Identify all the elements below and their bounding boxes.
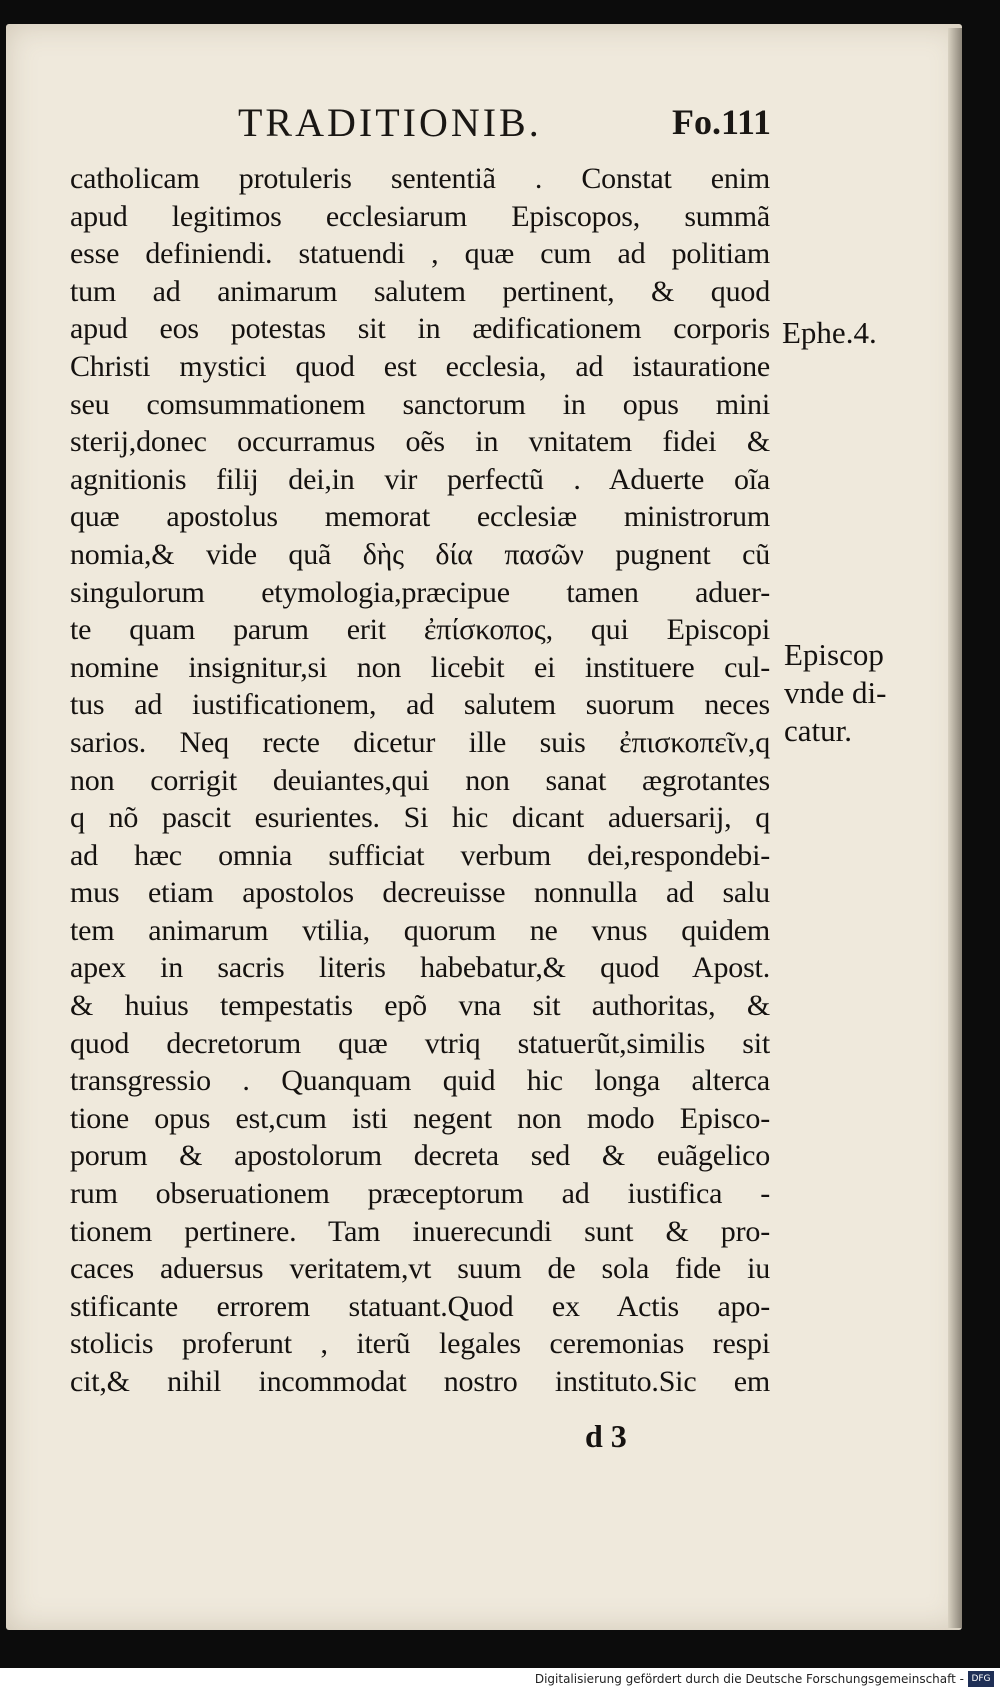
text-line: tione opus est,cum isti negent non modo Episco- [70,1101,770,1135]
text-line: tus ad iustificationem, ad salutem suorum neces [70,688,770,722]
margin-note-episcop [784,636,886,750]
text-line: nomine insignitur,si non licebit ei instituere cul- [70,650,770,684]
text-line: quod decretorum quæ vtriq statuerũt,similis sit [70,1026,770,1060]
text-line: porum & apostolorum decreta sed & euãgelico [70,1139,770,1173]
text-line: q nõ pascit esurientes. Si hic dicant aduersarij, q [70,801,770,835]
text-line: tionem pertinere. Tam inuerecundi sunt & pro- [70,1214,770,1248]
text-line: singulorum etymologia,præcipue tamen aduer- [70,575,770,609]
text-line: ad hæc omnia sufficiat verbum dei,respondebi- [70,838,770,872]
text-line: mus etiam apostolos decreuisse nonnulla ad salu [70,876,770,910]
text-line: sarios. Neq recte dicetur ille suis ἐπισκοπεῖν,q [70,725,770,759]
text-line: agnitionis filij dei,in vir perfectũ . Aduerte oĩa [70,462,770,496]
text-line: transgressio . Quanquam quid hic longa alterca [70,1064,770,1098]
text-line: nomia,& vide quã δὴς δία πασῶν pugnent cũ [70,537,770,571]
text-line: te quam parum erit ἐπίσκοπος, qui Episcopi [70,613,770,647]
footer-strip [0,1668,1000,1695]
margin-note-ephesians: Ephe.4. [782,315,877,350]
margin-note-line: vnde di- [784,675,887,710]
text-line: tum ad animarum salutem pertinent, & quod [70,274,770,308]
folio-number: Fo.111 [672,102,772,142]
signature-mark: d 3 [585,1418,627,1454]
text-line: apud eos potestas sit in ædificationem corporis [70,312,770,346]
text-line: & huius tempestatis epõ vna sit authoritas, & [70,989,770,1023]
text-line: catholicam protuleris sententiã . Constat enim [70,162,770,195]
dfg-logo: DFG [968,1671,994,1687]
text-line: esse definiendi. statuendi , quæ cum ad politiam [70,237,770,271]
running-head: TRADITIONIB. [238,100,542,145]
page-header [0,95,1000,145]
text-line: stolicis proferunt , iterũ legales ceremonias respi [70,1327,770,1361]
page-edge-shadow [948,28,962,1628]
text-line: stificante errorem statuant.Quod ex Actis apo- [70,1289,770,1323]
text-line: apud legitimos ecclesiarum Episcopos, summã [70,199,770,233]
margin-note-line: catur. [784,713,852,748]
text-line: rum obseruationem præceptorum ad iustifica - [70,1177,770,1211]
text-line: seu comsummationem sanctorum in opus mini [70,387,770,421]
funding-credit: Digitalisierung gefördert durch die Deutsche Forschungsgemeinschaft - [534,1672,964,1686]
text-line: tem animarum vtilia, quorum ne vnus quidem [70,913,770,947]
text-line: quæ apostolus memorat ecclesiæ ministrorum [70,500,770,534]
text-line: sterij,donec occurramus oẽs in vnitatem fidei & [70,425,770,459]
text-line: caces aduersus veritatem,vt suum de sola fide iu [70,1252,770,1286]
text-line: apex in sacris literis habebatur,& quod Apost. [70,951,770,985]
text-line: Christi mystici quod est ecclesia, ad istauratione [70,349,770,383]
main-text-block [70,160,770,1401]
text-line: non corrigit deuiantes,qui non sanat ægrotantes [70,763,770,797]
text-line: cit,& nihil incommodat nostro instituto.Sic em [70,1365,770,1398]
margin-note-line: Episcop [784,637,884,672]
